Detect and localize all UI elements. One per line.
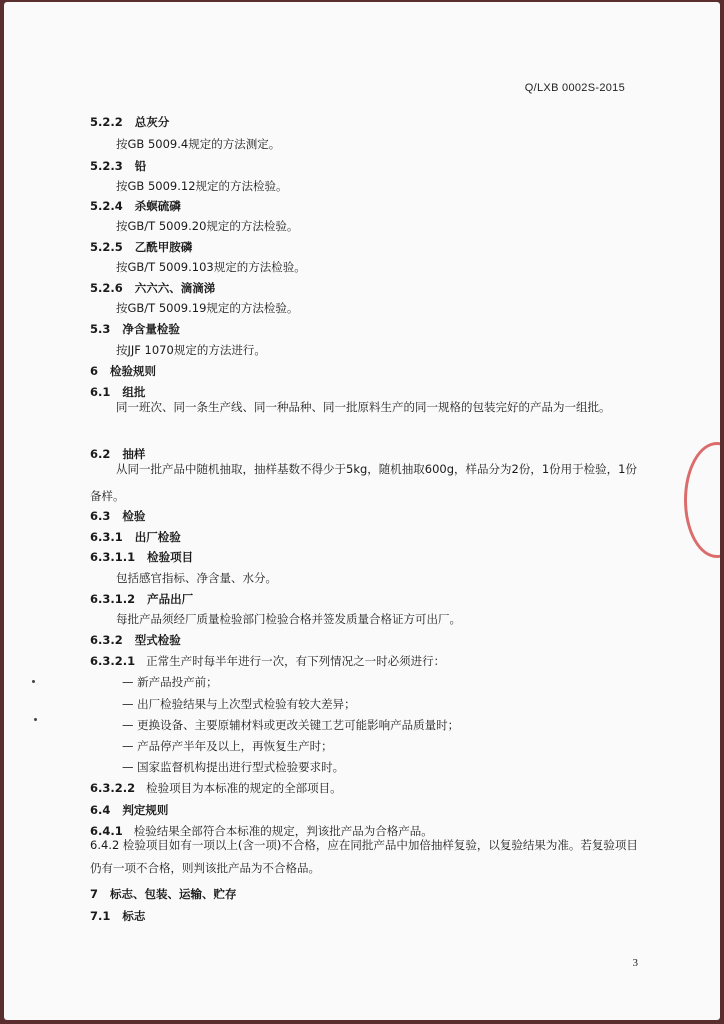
heading-6-3-1: 6.3.1 出厂检验 — [90, 530, 181, 544]
text-6-3-1-1: 包括感官指标、净含量、水分。 — [116, 571, 277, 585]
heading-5-2-3: 5.2.3 铅 — [90, 159, 147, 173]
paragraph-6-2: 从同一批产品中随机抽取，抽样基数不得少于5kg，随机抽取600g，样品分为2份，1份用于检验，1份备样。 — [90, 462, 637, 503]
heading-6-4: 6.4 判定规则 — [90, 803, 169, 817]
heading-5-2-2: 5.2.2 总灰分 — [90, 115, 170, 129]
text-5-2-2: 按GB 5009.4规定的方法测定。 — [116, 137, 281, 151]
page-number: 3 — [632, 957, 638, 969]
heading-5-3: 5.3 净含量检验 — [90, 322, 180, 336]
heading-5-2-5: 5.2.5 乙酰甲胺磷 — [90, 240, 193, 254]
heading-6-2: 6.2 抽样 — [90, 447, 146, 461]
list-item: — 新产品投产前； — [122, 675, 218, 689]
heading-6-1: 6.1 组批 — [90, 385, 146, 399]
text-6-3-1-2: 每批产品须经厂质量检验部门检验合格并签发质量合格证方可出厂。 — [116, 612, 461, 626]
text-5-3: 按JJF 1070规定的方法进行。 — [116, 343, 266, 357]
text-6-3-2-1: 6.3.2.1 正常生产时每半年进行一次，有下列情况之一时必须进行： — [90, 654, 446, 668]
heading-7-1: 7.1 标志 — [90, 909, 146, 923]
heading-6-3-1-2: 6.3.1.2 产品出厂 — [90, 592, 194, 606]
document-page — [4, 2, 720, 1020]
heading-7: 7 标志、包装、运输、贮存 — [90, 887, 237, 901]
heading-5-2-6: 5.2.6 六六六、滴滴涕 — [90, 281, 216, 295]
document-code: Q/LXB 0002S-2015 — [524, 82, 625, 94]
text-5-2-6: 按GB/T 5009.19规定的方法检验。 — [116, 301, 299, 315]
heading-6-3-2: 6.3.2 型式检验 — [90, 633, 181, 647]
heading-6-3-1-1: 6.3.1.1 检验项目 — [90, 550, 194, 564]
paragraph-6-4-2: 6.4.2 检验项目如有一项以上(含一项)不合格，应在同批产品中加倍抽样复验，以复验结果为准。若复验项目仍有一项不合格，则判该批产品为不合格品。 — [90, 838, 638, 875]
list-item: — 国家监督机构提出进行型式检验要求时。 — [122, 760, 345, 774]
heading-6-3: 6.3 检验 — [90, 509, 146, 523]
paragraph-6-1: 同一班次、同一条生产线、同一种品种、同一批原料生产的同一规格的包装完好的产品为一组批。 — [116, 400, 611, 414]
text-5-2-5: 按GB/T 5009.103规定的方法检验。 — [116, 260, 306, 274]
text-5-2-4: 按GB/T 5009.20规定的方法检验。 — [116, 219, 299, 233]
text-6-4-1: 6.4.1 检验结果全部符合本标准的规定，判该批产品为合格产品。 — [90, 824, 433, 838]
scan-mark — [34, 718, 37, 721]
text-5-2-3: 按GB 5009.12规定的方法检验。 — [116, 179, 288, 193]
company-seal — [684, 442, 720, 558]
heading-5-2-4: 5.2.4 杀螟硫磷 — [90, 199, 181, 213]
scan-mark — [32, 680, 35, 683]
text-6-3-2-2: 6.3.2.2 检验项目为本标准的规定的全部项目。 — [90, 781, 342, 795]
list-item: — 出厂检验结果与上次型式检验有较大差异； — [122, 697, 356, 711]
list-item: — 产品停产半年及以上，再恢复生产时； — [122, 739, 333, 753]
list-item: — 更换设备、主要原辅材料或更改关键工艺可能影响产品质量时； — [122, 718, 460, 732]
heading-6: 6 检验规则 — [90, 364, 157, 378]
